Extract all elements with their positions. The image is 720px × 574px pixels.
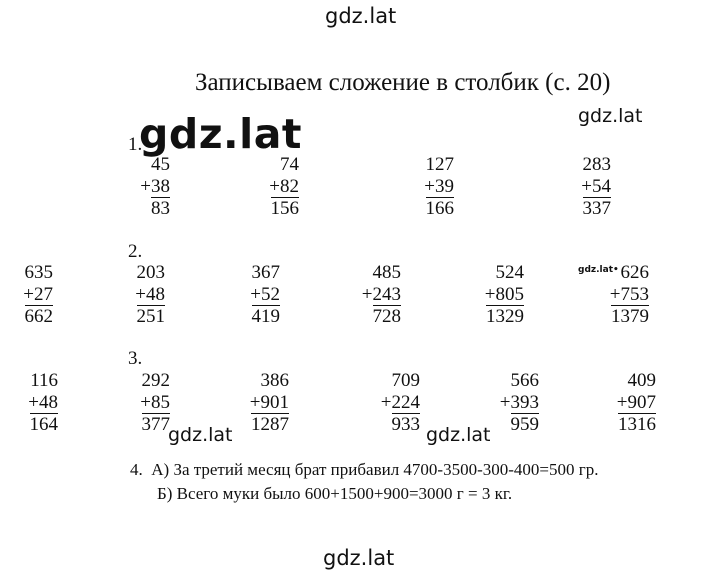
task-1-number: 1. bbox=[128, 134, 143, 155]
task-4-answer-a: А) За третий месяц брат прибавил 4700-3500-300-400=500 гр. bbox=[151, 460, 599, 479]
sum: 1379 bbox=[611, 306, 649, 327]
sum: 1329 bbox=[486, 306, 524, 327]
addend-1: 626 bbox=[620, 262, 649, 283]
task-3-number: 3. bbox=[128, 348, 143, 369]
watermark-small: gdz.lat• bbox=[578, 265, 619, 275]
addend-2: +52 bbox=[250, 283, 280, 305]
addend-2: +38 bbox=[140, 175, 170, 197]
task-2-number: 2. bbox=[128, 241, 143, 262]
sum: 662 bbox=[24, 306, 53, 327]
watermark-middle-left: gdz.lat bbox=[168, 424, 233, 446]
addend-2: +907 bbox=[616, 391, 656, 413]
addend-2: +243 bbox=[361, 283, 401, 305]
task-2-problem-1 bbox=[23, 262, 53, 328]
sum: 166 bbox=[425, 198, 454, 219]
task-3-problem-1 bbox=[28, 370, 58, 436]
task-1-problem-4 bbox=[581, 154, 611, 220]
addend-1: 127 bbox=[425, 154, 454, 175]
addend-1: 386 bbox=[260, 370, 289, 391]
watermark-right: gdz.lat bbox=[578, 105, 643, 127]
addend-1: 283 bbox=[582, 154, 611, 175]
sum: 959 bbox=[510, 414, 539, 435]
watermark-middle-right: gdz.lat bbox=[426, 424, 491, 446]
addend-1: 409 bbox=[627, 370, 656, 391]
addend-2: +85 bbox=[140, 391, 170, 413]
addend-1: 116 bbox=[30, 370, 58, 391]
addend-2: +54 bbox=[581, 175, 611, 197]
addend-2: +393 bbox=[499, 391, 539, 413]
sum: 156 bbox=[270, 198, 299, 219]
addend-1: 524 bbox=[495, 262, 524, 283]
task-1-problem-2 bbox=[269, 154, 299, 220]
addend-2: +805 bbox=[484, 283, 524, 305]
addend-1: 203 bbox=[136, 262, 165, 283]
sum: 728 bbox=[372, 306, 401, 327]
sum: 251 bbox=[136, 306, 165, 327]
sum: 337 bbox=[582, 198, 611, 219]
sum: 419 bbox=[251, 306, 280, 327]
sum: 83 bbox=[151, 198, 170, 219]
addend-1: 45 bbox=[151, 154, 170, 175]
page-title: Записываем сложение в столбик (с. 20) bbox=[195, 69, 611, 96]
sum: 377 bbox=[141, 414, 170, 435]
addend-2: +48 bbox=[135, 283, 165, 305]
addend-1: 709 bbox=[391, 370, 420, 391]
addend-2: +39 bbox=[424, 175, 454, 197]
task-4-number: 4. bbox=[130, 460, 143, 479]
addend-2: +901 bbox=[249, 391, 289, 413]
addend-1: 485 bbox=[372, 262, 401, 283]
task-3-problem-3 bbox=[250, 370, 289, 436]
addend-2: +82 bbox=[269, 175, 299, 197]
task-3-problem-4 bbox=[381, 370, 420, 436]
watermark-top: gdz.lat bbox=[325, 4, 397, 28]
sum: 1316 bbox=[618, 414, 656, 435]
addend-1: 635 bbox=[24, 262, 53, 283]
addend-2: +27 bbox=[23, 283, 53, 305]
task-4-line-a bbox=[130, 458, 598, 482]
task-1-problem-1 bbox=[140, 154, 170, 220]
addend-2: +753 bbox=[609, 283, 649, 305]
task-3-problem-5 bbox=[500, 370, 539, 436]
addend-1: 292 bbox=[141, 370, 170, 391]
task-3-problem-2 bbox=[140, 370, 170, 436]
sum: 933 bbox=[391, 414, 420, 435]
task-3-problem-6 bbox=[617, 370, 656, 436]
addend-1: 367 bbox=[251, 262, 280, 283]
task-4 bbox=[130, 458, 598, 506]
addend-2: +48 bbox=[28, 391, 58, 413]
task-2-problem-4 bbox=[362, 262, 401, 328]
watermark-large: gdz.lat bbox=[139, 110, 302, 158]
watermark-bottom: gdz.lat bbox=[323, 546, 395, 570]
task-1-problem-3 bbox=[424, 154, 454, 220]
task-2-problem-2 bbox=[135, 262, 165, 328]
addend-1: 74 bbox=[280, 154, 299, 175]
sum: 164 bbox=[29, 414, 58, 435]
task-2-problem-3 bbox=[250, 262, 280, 328]
addend-2: +224 bbox=[380, 391, 420, 413]
addend-1: 566 bbox=[510, 370, 539, 391]
sum: 1287 bbox=[251, 414, 289, 435]
task-4-answer-b: Б) Всего муки было 600+1500+900=3000 г = 3 кг. bbox=[157, 484, 513, 503]
task-2-problem-6 bbox=[610, 262, 649, 328]
task-2-problem-5 bbox=[485, 262, 524, 328]
